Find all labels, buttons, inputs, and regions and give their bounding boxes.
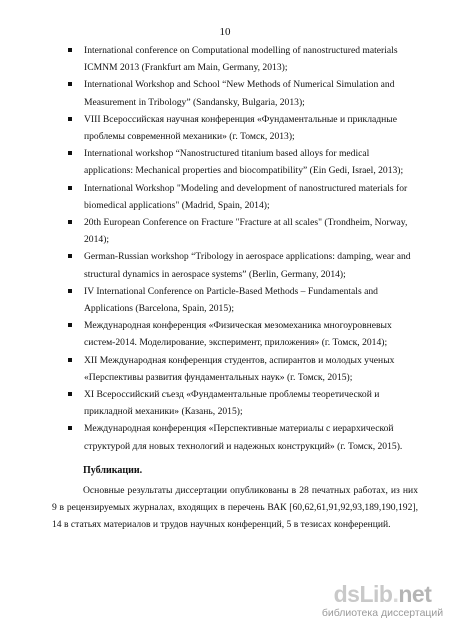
bullet-icon: [68, 323, 72, 327]
list-item: International Workshop and School “New Methods of Numerical Simulation and Measurement in Tribology” (Sandansky, Bulgaria, 2013);: [68, 76, 414, 110]
watermark-tagline: библиотека диссертаций: [321, 607, 444, 619]
bullet-icon: [68, 426, 72, 430]
list-item: German-Russian workshop “Tribology in aerospace applications: damping, wear and structural dynamics in aerospace systems” (Berlin, Germany, 2014);: [68, 248, 414, 282]
bullet-icon: [68, 254, 72, 258]
bullet-icon: [68, 289, 72, 293]
list-item: International Workshop "Modeling and development of nanostructured materials for biomedical applications" (Madrid, Spain, 2014);: [68, 180, 414, 214]
list-item: IV International Conference on Particle-Based Methods – Fundamentals and Applications (Barcelona, Spain, 2015);: [68, 283, 414, 317]
bullet-icon: [68, 186, 72, 190]
bullet-icon: [68, 48, 72, 52]
list-item: XII Международная конференция студентов, аспирантов и молодых ученых «Перспективы развития фундаментальных наук» (г. Томск, 2015);: [68, 352, 414, 386]
list-item: 20th European Conference on Fracture "Fracture at all scales" (Trondheim, Norway, 2014);: [68, 214, 414, 248]
list-item: Международная конференция «Физическая мезомеханика многоуровневых систем-2014. Моделирование, эксперимент, приложения» (г. Томск, 2014);: [68, 317, 414, 351]
list-item: VIII Всероссийская научная конференция «Фундаментальные и прикладные проблемы современной механики» (г. Томск, 2013);: [68, 111, 414, 145]
list-item: International workshop “Nanostructured titanium based alloys for medical applications: Mechanical properties and biocompatibility” (Ein Gedi, Israel, 2013);: [68, 145, 414, 179]
watermark[interactable]: [320, 582, 445, 619]
bullet-icon: [68, 117, 72, 121]
bullet-icon: [68, 151, 72, 155]
list-item: International conference on Computational modelling of nanostructured materials ICMNM 2013 (Frankfurt am Main, Germany, 2013);: [68, 42, 414, 76]
list-item: Международная конференция «Перспективные материалы с иерархической структурой для новых технологий и надежных конструкций» (г. Томск, 2015).: [68, 420, 414, 454]
dslib-logo: dsLib.net: [333, 581, 432, 607]
page-number: 10: [219, 26, 231, 38]
publications-paragraph: Основные результаты диссертации опубликованы в 28 печатных работах, из них 9 в рецензируемых журналах, входящих в перечень ВАК [60,62,61,91,92,93,189,190,192], 14 в статьях материалов и трудов научных конференций, 5 в тезисах конференций.: [52, 485, 418, 531]
bullet-icon: [68, 220, 72, 224]
section-title: Публикации.: [83, 465, 143, 476]
conference-list: [68, 42, 414, 455]
bullet-icon: [68, 358, 72, 362]
bullet-icon: [68, 392, 72, 396]
bullet-icon: [68, 82, 72, 86]
list-item: XI Всероссийский съезд «Фундаментальные проблемы теоретической и прикладной механики» (Казань, 2015);: [68, 386, 414, 420]
